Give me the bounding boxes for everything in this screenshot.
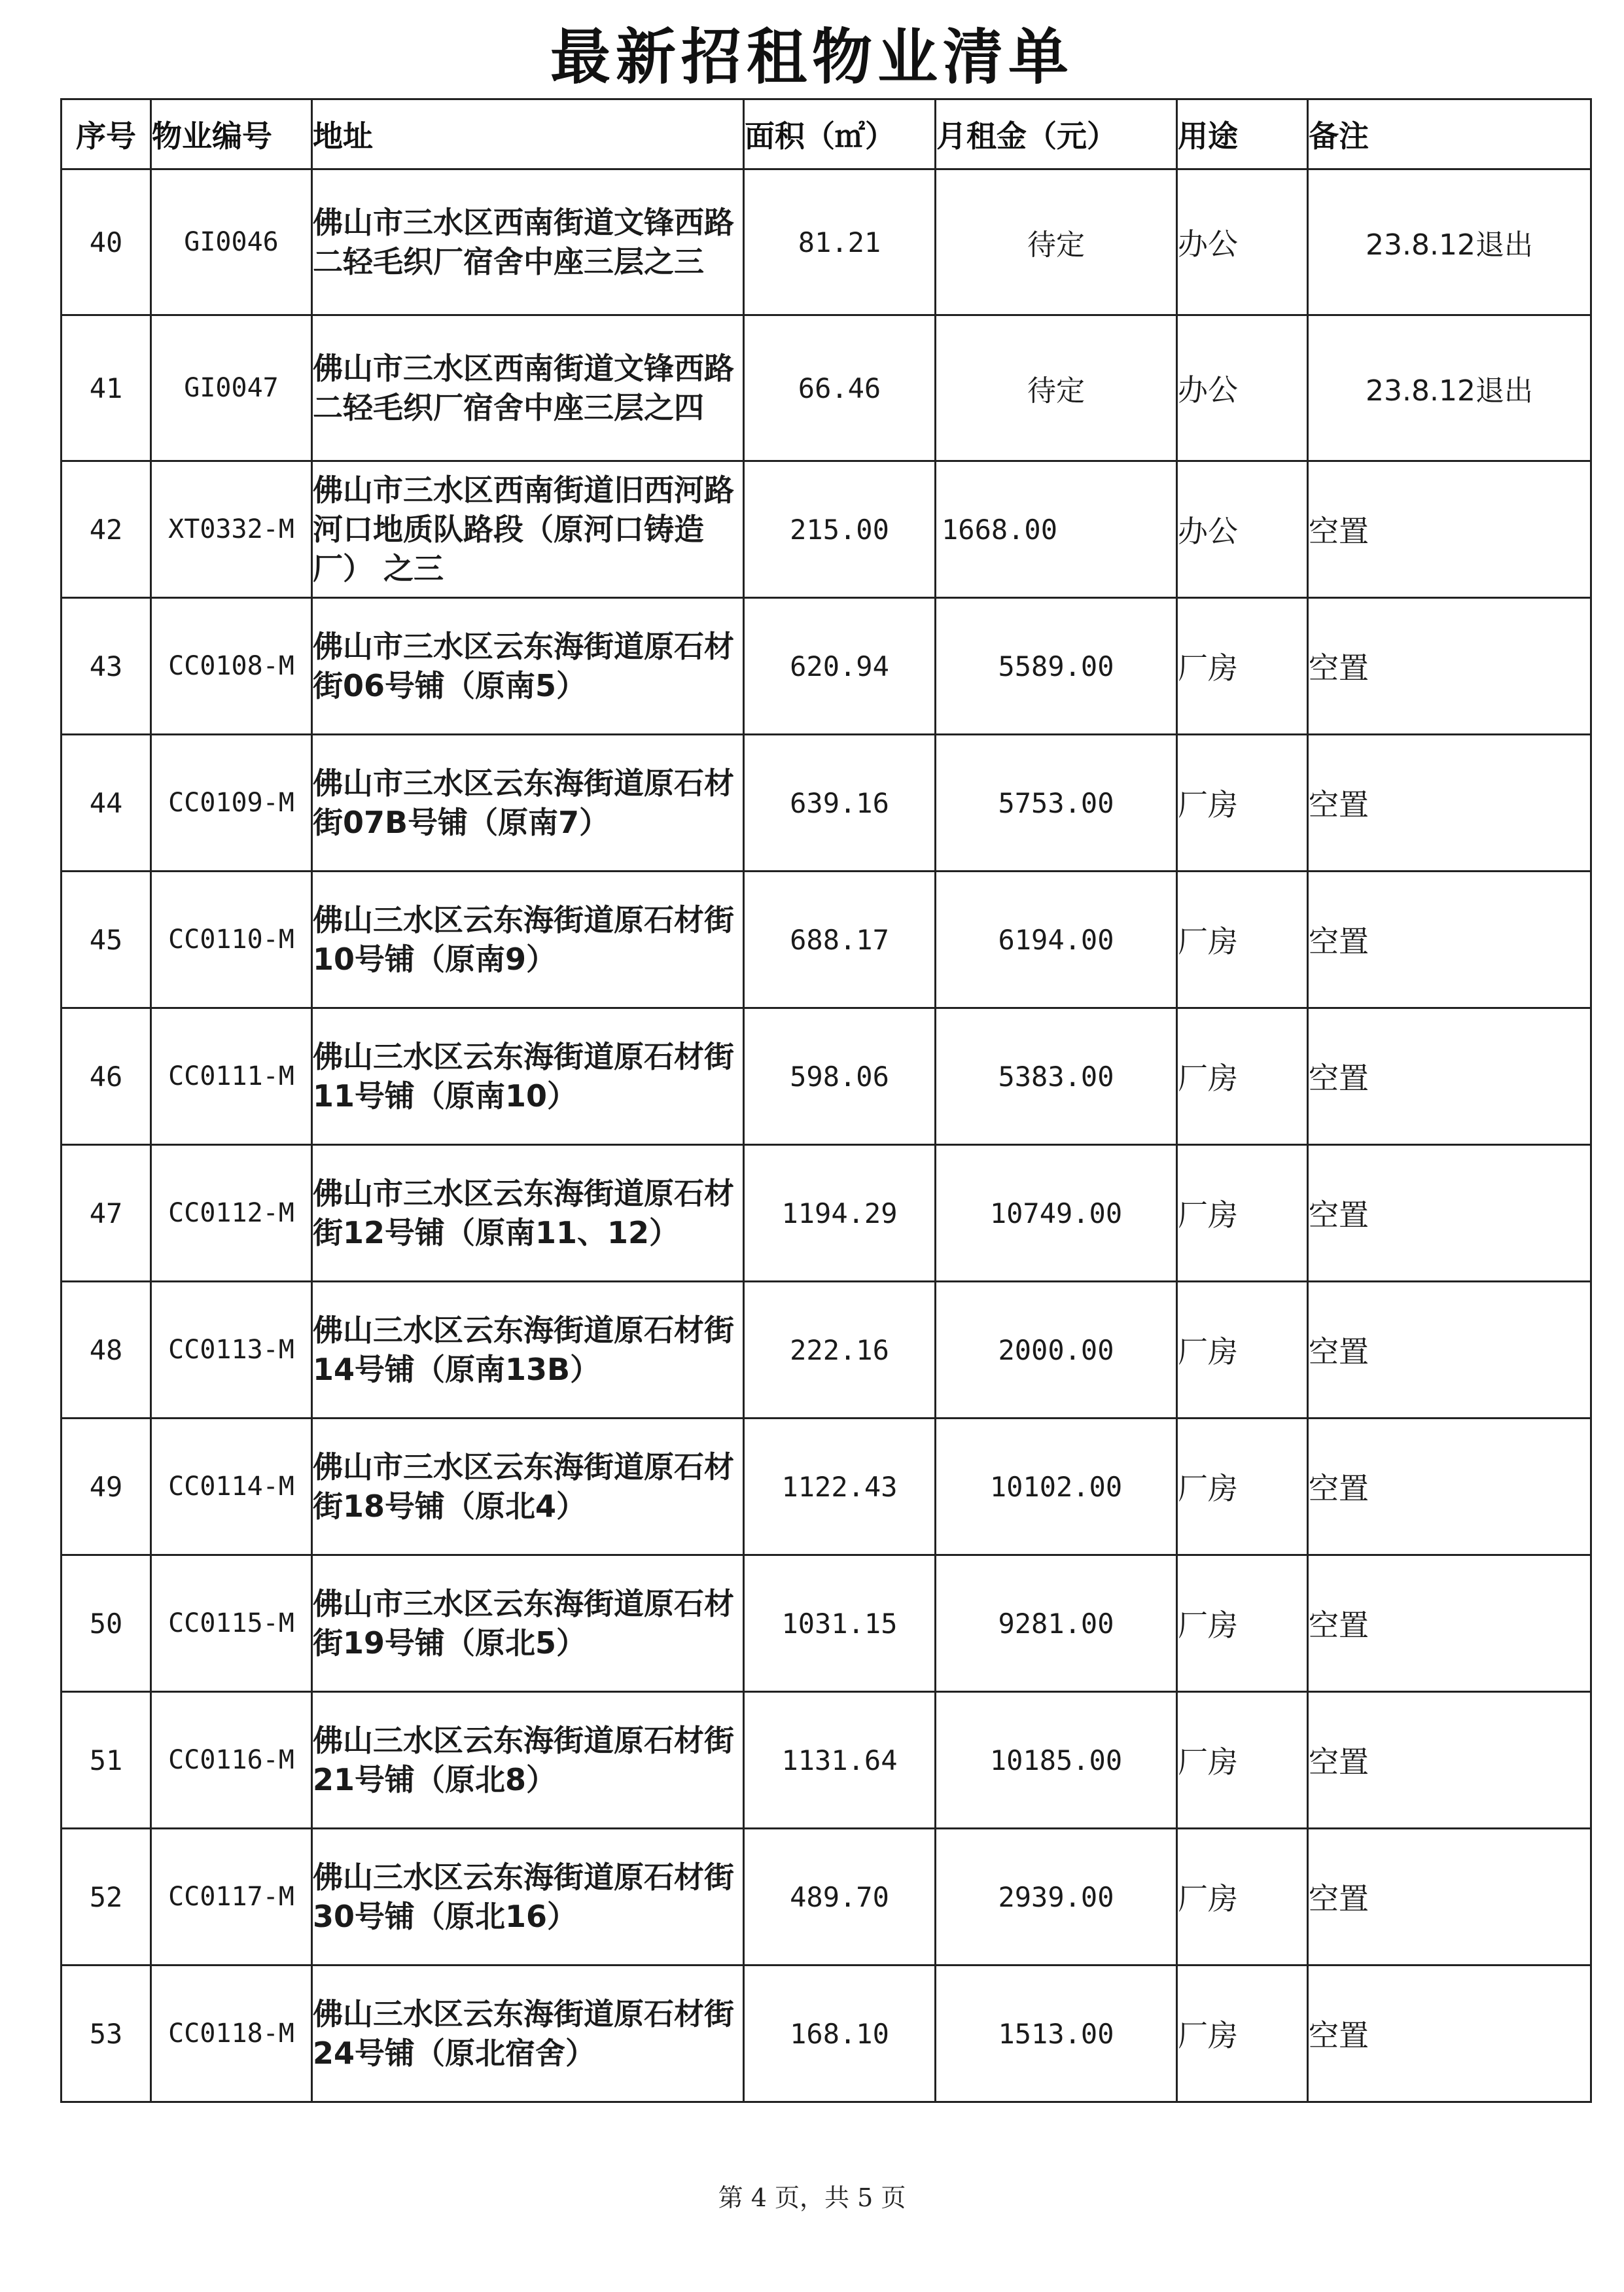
cell-rent: 9281.00: [936, 1555, 1177, 1692]
cell-code: GI0046: [151, 169, 312, 315]
table-row: [62, 1145, 1591, 1282]
cell-area: 620.94: [744, 598, 936, 735]
cell-use: 厂房: [1177, 872, 1308, 1008]
cell-code: CC0109-M: [151, 735, 312, 872]
cell-note: 空置: [1308, 1966, 1591, 2102]
header-rent: 月租金（元）: [936, 99, 1177, 169]
cell-use: 办公: [1177, 169, 1308, 315]
cell-area: 688.17: [744, 872, 936, 1008]
header-address: 地址: [312, 99, 744, 169]
cell-use: 厂房: [1177, 735, 1308, 872]
table-row: [62, 735, 1591, 872]
cell-rent: 10185.00: [936, 1692, 1177, 1829]
cell-seq: 45: [62, 872, 151, 1008]
cell-use: 厂房: [1177, 1282, 1308, 1419]
cell-rent: 1513.00: [936, 1966, 1177, 2102]
cell-seq: 46: [62, 1008, 151, 1145]
table-row: [62, 598, 1591, 735]
cell-seq: 52: [62, 1829, 151, 1966]
cell-area: 1194.29: [744, 1145, 936, 1282]
header-note: 备注: [1308, 99, 1591, 169]
cell-use: 厂房: [1177, 1692, 1308, 1829]
table-row: [62, 169, 1591, 315]
header-use: 用途: [1177, 99, 1308, 169]
table-row: [62, 1419, 1591, 1555]
cell-address: 佛山市三水区云东海街道原石材街06号铺（原南5）: [312, 598, 744, 735]
cell-address: 佛山市三水区云东海街道原石材街19号铺（原北5）: [312, 1555, 744, 1692]
cell-seq: 44: [62, 735, 151, 872]
cell-code: CC0113-M: [151, 1282, 312, 1419]
cell-note: 空置: [1308, 1145, 1591, 1282]
cell-code: CC0112-M: [151, 1145, 312, 1282]
cell-address: 佛山市三水区西南街道文锋西路二轻毛织厂宿舍中座三层之四: [312, 315, 744, 461]
cell-use: 办公: [1177, 461, 1308, 598]
cell-rent: 5589.00: [936, 598, 1177, 735]
cell-rent: 待定: [936, 169, 1177, 315]
table-row: [62, 315, 1591, 461]
table-row: [62, 1966, 1591, 2102]
cell-seq: 48: [62, 1282, 151, 1419]
cell-address: 佛山市三水区云东海街道原石材街18号铺（原北4）: [312, 1419, 744, 1555]
table-row: [62, 1008, 1591, 1145]
cell-note: 空置: [1308, 1419, 1591, 1555]
cell-area: 81.21: [744, 169, 936, 315]
table-row: [62, 1829, 1591, 1966]
cell-area: 222.16: [744, 1282, 936, 1419]
cell-address: 佛山三水区云东海街道原石材街24号铺（原北宿舍）: [312, 1966, 744, 2102]
cell-note: 空置: [1308, 735, 1591, 872]
cell-rent: 待定: [936, 315, 1177, 461]
cell-area: 489.70: [744, 1829, 936, 1966]
cell-address: 佛山三水区云东海街道原石材街30号铺（原北16）: [312, 1829, 744, 1966]
cell-note: 空置: [1308, 1008, 1591, 1145]
document-title: 最新招租物业清单: [550, 22, 1074, 92]
cell-rent: 1668.00: [936, 461, 1177, 598]
cell-seq: 53: [62, 1966, 151, 2102]
table-row: [62, 1692, 1591, 1829]
cell-note: 空置: [1308, 872, 1591, 1008]
cell-address: 佛山市三水区西南街道旧西河路河口地质队路段（原河口铸造厂） 之三: [312, 461, 744, 598]
cell-note: 空置: [1308, 1555, 1591, 1692]
header-code: 物业编号: [151, 99, 312, 169]
table-row: [62, 1555, 1591, 1692]
cell-area: 215.00: [744, 461, 936, 598]
table-row: [62, 872, 1591, 1008]
cell-area: 639.16: [744, 735, 936, 872]
cell-area: 598.06: [744, 1008, 936, 1145]
cell-seq: 49: [62, 1419, 151, 1555]
cell-note: 23.8.12退出: [1308, 315, 1591, 461]
cell-address: 佛山市三水区云东海街道原石材街07B号铺（原南7）: [312, 735, 744, 872]
cell-note: 空置: [1308, 1692, 1591, 1829]
cell-note: 空置: [1308, 598, 1591, 735]
cell-code: CC0110-M: [151, 872, 312, 1008]
cell-rent: 5383.00: [936, 1008, 1177, 1145]
cell-code: GI0047: [151, 315, 312, 461]
cell-address: 佛山三水区云东海街道原石材街11号铺（原南10）: [312, 1008, 744, 1145]
table-row: [62, 1282, 1591, 1419]
cell-address: 佛山市三水区云东海街道原石材街12号铺（原南11、12）: [312, 1145, 744, 1282]
cell-use: 厂房: [1177, 1145, 1308, 1282]
cell-rent: 2939.00: [936, 1829, 1177, 1966]
page-footer: 第 4 页，共 5 页: [718, 2183, 906, 2212]
cell-area: 1031.15: [744, 1555, 936, 1692]
cell-code: CC0108-M: [151, 598, 312, 735]
cell-address: 佛山市三水区西南街道文锋西路二轻毛织厂宿舍中座三层之三: [312, 169, 744, 315]
cell-note: 空置: [1308, 1829, 1591, 1966]
cell-code: CC0117-M: [151, 1829, 312, 1966]
cell-rent: 6194.00: [936, 872, 1177, 1008]
cell-address: 佛山三水区云东海街道原石材街10号铺（原南9）: [312, 872, 744, 1008]
cell-note: 23.8.12退出: [1308, 169, 1591, 315]
cell-use: 办公: [1177, 315, 1308, 461]
cell-area: 66.46: [744, 315, 936, 461]
cell-seq: 42: [62, 461, 151, 598]
cell-area: 168.10: [744, 1966, 936, 2102]
header-seq: 序号: [62, 99, 151, 169]
cell-note: 空置: [1308, 1282, 1591, 1419]
cell-seq: 47: [62, 1145, 151, 1282]
cell-code: CC0115-M: [151, 1555, 312, 1692]
cell-rent: 10749.00: [936, 1145, 1177, 1282]
cell-area: 1122.43: [744, 1419, 936, 1555]
cell-use: 厂房: [1177, 1966, 1308, 2102]
cell-use: 厂房: [1177, 1829, 1308, 1966]
cell-use: 厂房: [1177, 1008, 1308, 1145]
header-area: 面积（㎡）: [744, 99, 936, 169]
cell-seq: 51: [62, 1692, 151, 1829]
property-table: [60, 98, 1592, 2103]
cell-code: CC0116-M: [151, 1692, 312, 1829]
cell-seq: 41: [62, 315, 151, 461]
cell-rent: 10102.00: [936, 1419, 1177, 1555]
cell-code: CC0114-M: [151, 1419, 312, 1555]
cell-use: 厂房: [1177, 598, 1308, 735]
cell-code: CC0111-M: [151, 1008, 312, 1145]
cell-code: CC0118-M: [151, 1966, 312, 2102]
cell-rent: 2000.00: [936, 1282, 1177, 1419]
cell-use: 厂房: [1177, 1555, 1308, 1692]
table-row: [62, 461, 1591, 598]
cell-note: 空置: [1308, 461, 1591, 598]
cell-code: XT0332-M: [151, 461, 312, 598]
cell-area: 1131.64: [744, 1692, 936, 1829]
cell-seq: 43: [62, 598, 151, 735]
table-header-row: [62, 99, 1591, 169]
cell-seq: 50: [62, 1555, 151, 1692]
cell-seq: 40: [62, 169, 151, 315]
cell-use: 厂房: [1177, 1419, 1308, 1555]
cell-address: 佛山三水区云东海街道原石材街14号铺（原南13B）: [312, 1282, 744, 1419]
cell-address: 佛山三水区云东海街道原石材街21号铺（原北8）: [312, 1692, 744, 1829]
cell-rent: 5753.00: [936, 735, 1177, 872]
